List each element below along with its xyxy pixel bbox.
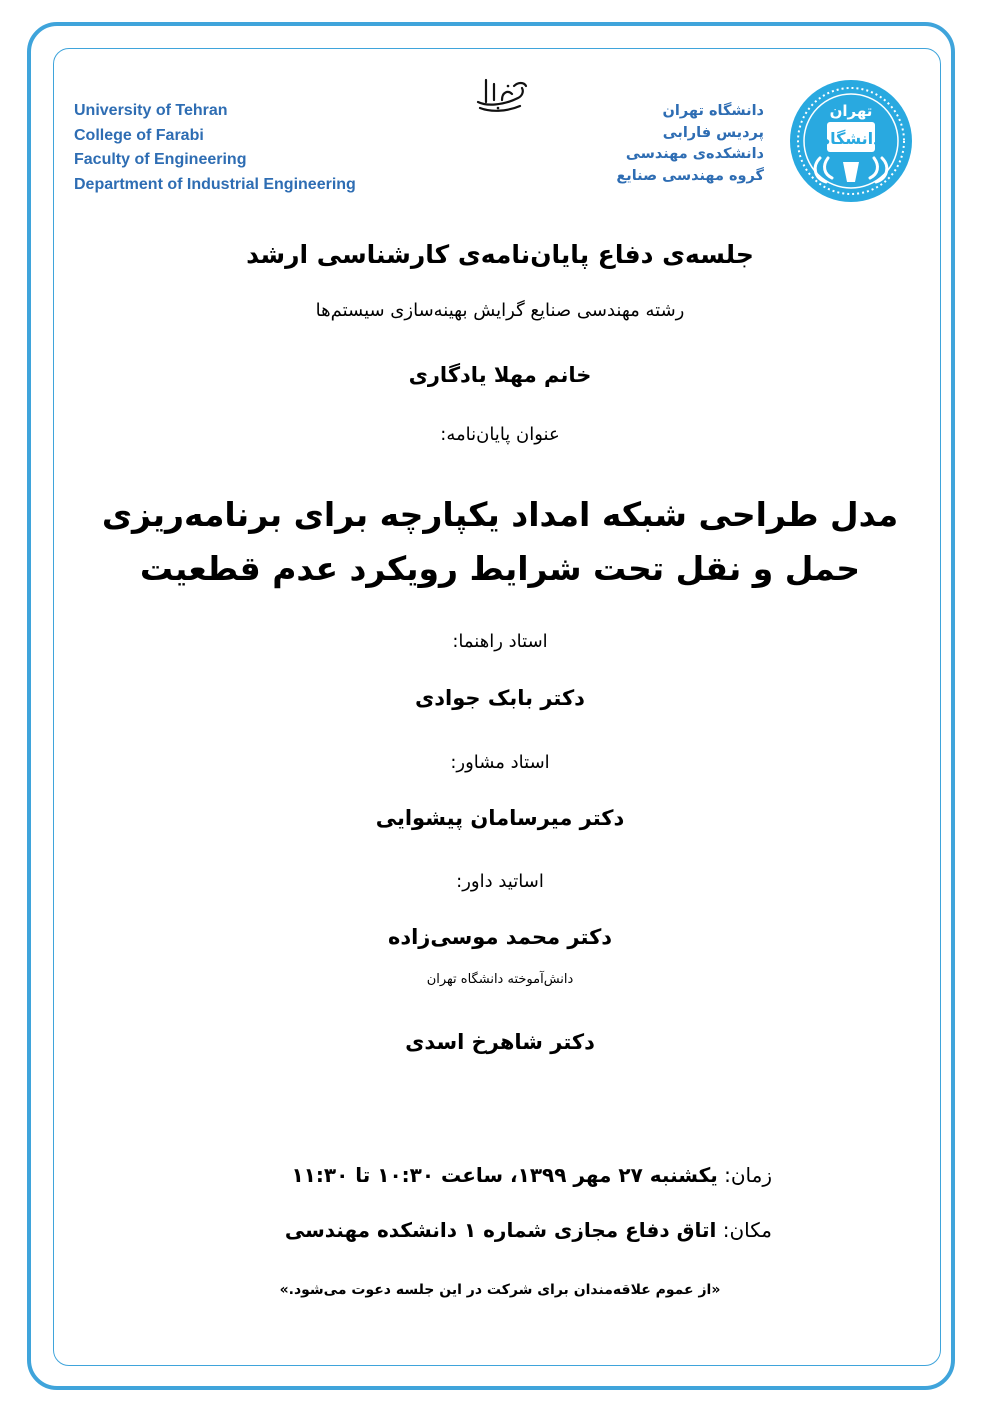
invitation-note: «از عموم علاقه‌مندان برای شرکت در این جلسه دعوت می‌شود.» (279, 1282, 721, 1298)
header-fa-department: گروه مهندسی صنایع (616, 167, 764, 184)
jury-member-2: دکتر شاهرخ اسدی (405, 1030, 595, 1054)
field-of-study: رشته مهندسی صنایع گرایش بهینه‌سازی سیستم‌ها (315, 300, 685, 321)
time-label: زمان: (724, 1163, 772, 1187)
jury-label: اساتید داور: (456, 871, 544, 892)
supervisor-label: استاد راهنما: (452, 631, 548, 652)
header-en-faculty: Faculty of Engineering (74, 151, 247, 168)
header-persian (616, 101, 764, 187)
defense-heading: جلسه‌ی دفاع پایان‌نامه‌ی کارشناسی ارشد (246, 240, 754, 269)
thesis-title-line-2: حمل و نقل تحت شرایط رویکرد عدم قطعیت (139, 549, 861, 588)
header-fa-college: پردیس فارابی (662, 124, 764, 141)
supervisor-name: دکتر بابک جوادی (415, 686, 585, 710)
student-name: خانم مهلا یادگاری (408, 363, 592, 387)
jury-member-1-note: دانش‌آموخته دانشگاه تهران (426, 972, 574, 987)
header-english (74, 99, 356, 197)
event-place (285, 1218, 772, 1242)
time-value: یکشنبه ۲۷ مهر ۱۳۹۹، ساعت ۱۰:۳۰ تا ۱۱:۳۰ (291, 1163, 718, 1187)
header-en-department: Department of Industrial Engineering (74, 175, 356, 193)
header-en-university: University of Tehran (74, 102, 228, 119)
header-fa-faculty: دانشکده‌ی مهندسی (625, 146, 764, 162)
place-value: اتاق دفاع مجازی شماره ۱ دانشکده مهندسی (284, 1218, 717, 1242)
jury-member-1: دکتر محمد موسی‌زاده (387, 925, 613, 949)
header-en-college: College of Farabi (74, 126, 204, 144)
header-fa-university: دانشگاه تهران (662, 103, 764, 119)
basmala-calligraphy (472, 74, 530, 114)
place-label: مکان: (722, 1218, 772, 1242)
thesis-title-label: عنوان پایان‌نامه: (440, 424, 560, 445)
svg-text:تهران: تهران (829, 102, 873, 120)
svg-text:دانشگاه: دانشگاه (820, 129, 882, 148)
thesis-title (0, 488, 1000, 596)
advisor-label: استاد مشاور: (450, 752, 550, 773)
university-logo-seal (788, 78, 914, 204)
event-time (291, 1163, 772, 1187)
advisor-name: دکتر میرسامان پیشوایی (375, 806, 625, 830)
thesis-title-line-1: مدل طراحی شبکه امداد یکپارچه برای برنامه‌ریزی (101, 495, 899, 534)
